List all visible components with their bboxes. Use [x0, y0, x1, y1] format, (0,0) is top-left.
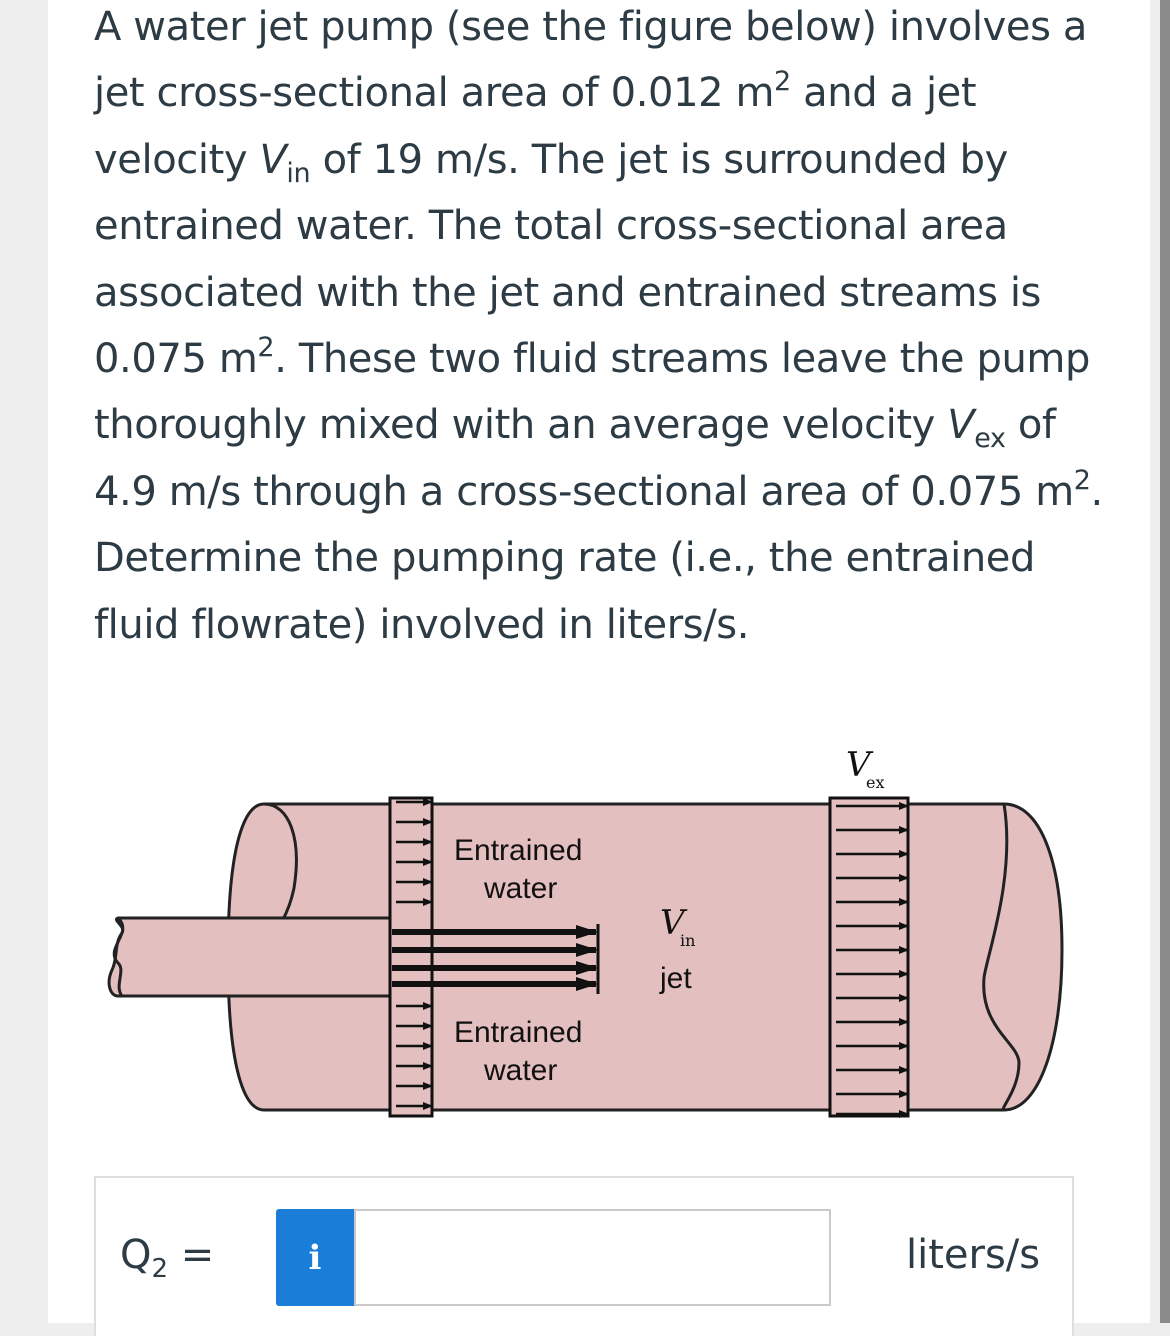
- jet-inlet-pipe: [109, 918, 404, 996]
- superscript: 2: [257, 331, 275, 363]
- v-ex-subscript: ex: [974, 423, 1006, 455]
- problem-text-part4: . These two fluid streams leave the pump thoroughly mixed with an average velocity: [94, 336, 1090, 449]
- info-icon-glyph: i: [308, 1237, 322, 1278]
- problem-statement: [94, 0, 1104, 658]
- v-in-symbol: V: [259, 136, 287, 183]
- scrollbar[interactable]: [1160, 0, 1170, 1323]
- answer-label-symbol: Q: [120, 1232, 152, 1278]
- v-ex-symbol: V: [947, 402, 975, 449]
- exit-section: [830, 798, 908, 1116]
- v-ex-label-subscript: ex: [866, 773, 885, 792]
- superscript: 2: [1073, 464, 1091, 496]
- v-ex-label: V: [846, 745, 871, 785]
- answer-input[interactable]: [354, 1209, 831, 1306]
- entrained-top-label-line2: water: [484, 872, 558, 905]
- v-in-subscript: in: [286, 157, 311, 189]
- problem-text-part1: A water jet pump (see the figure below) involves a jet cross-sectional area of 0.012 m: [94, 4, 1087, 117]
- answer-label-equals: =: [168, 1232, 215, 1278]
- jet-label: jet: [660, 962, 692, 995]
- inlet-section: [390, 798, 432, 1116]
- problem-text-part6: . Determine the pumping rate (i.e., the entrained fluid flowrate) involved in liters/s.: [94, 468, 1103, 648]
- jet-pump-figure: [104, 738, 1064, 1130]
- entrained-bottom-label-line1: Entrained: [454, 1016, 583, 1049]
- entrained-top-label-line1: Entrained: [454, 834, 583, 867]
- info-icon[interactable]: [276, 1209, 354, 1306]
- entrained-bottom-label-line2: water: [484, 1054, 558, 1087]
- v-in-label-subscript: in: [680, 931, 696, 950]
- problem-text: [94, 0, 1104, 658]
- answer-label: [120, 1232, 214, 1284]
- problem-text-part3: of 19 m/s. The jet is surrounded by entrained water. The total cross-sectional area associated with the jet and entrained streams is 0.075 m: [94, 136, 1041, 383]
- superscript: 2: [774, 66, 791, 98]
- problem-text-part2: and a jet velocity: [94, 70, 977, 183]
- answer-label-subscript: 2: [151, 1254, 169, 1284]
- jet-pump-diagram: [104, 738, 1064, 1130]
- units-label: liters/s: [906, 1232, 1041, 1278]
- problem-text-part5: of 4.9 m/s through a cross-sectional area of 0.075 m: [94, 402, 1074, 515]
- v-in-label: V: [660, 903, 685, 943]
